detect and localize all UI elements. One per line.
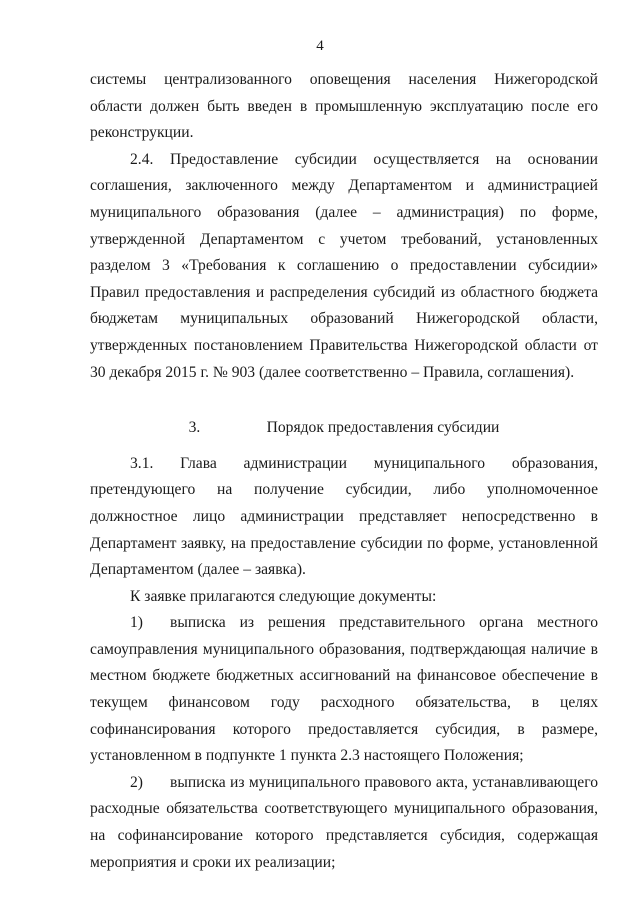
page-number: 4 xyxy=(316,38,324,54)
list-item-2 xyxy=(90,770,598,876)
paragraph-3-1: 3.1. Глава администрации муниципального образования, претендующего на получение субсидии, либо уполномоченное должностное лицо администрации представляет непосредственно в Департамент заявку, на предоставление субсидии по форме, установленной Департаментом (далее – заявка). xyxy=(90,454,598,579)
document-body xyxy=(90,67,598,876)
list-item-1-number: 1) xyxy=(130,614,143,632)
list-item-2-text: выписка из муниципального правового акта, устанавливающего расходные обязательства соответствующего муниципального образования, на софинансирование которого представляется субсидия, содержащая мероприятия и сроки их реализации; xyxy=(90,773,598,871)
spacer xyxy=(90,386,598,404)
list-item-1-text: выписка из решения представительного органа местного самоуправления муниципального образования, подтверждающая наличие в местном бюджете бюджетных ассигнований на финансовое обеспечение в текущем финансовом году расходного обязательства, в целях софинансирования которого предоставляется субсидия, в размере, установленном в подпункте 1 пункта 2.3 настоящего Положения; xyxy=(90,614,598,765)
paragraph-continuation: системы централизованного оповещения населения Нижегородской области должен быть введен в промышленную эксплуатацию после его реконструкции. xyxy=(90,71,598,142)
list-item-1 xyxy=(90,610,598,770)
section-title: Порядок предоставления субсидии xyxy=(266,419,500,437)
paragraph-2-4: 2.4. Предоставление субсидии осуществляется на основании соглашения, заключенного между Департаментом и администрацией муниципального образования (далее – администрация) по форме, утвержденной Департаментом с учетом требований, установленных разделом 3 «Требования к соглашению о предоставлении субсидии» Правил предоставления и распределения субсидий из областного бюджета бюджетам муниципальных образований Нижегородской области, утвержденных постановлением Правительства Нижегородской области от 30 декабря 2015 г. № 903 (далее соответственно – Правила, соглашения). xyxy=(90,150,598,381)
section-heading xyxy=(90,415,598,442)
list-item-2-number: 2) xyxy=(130,773,143,791)
section-number: 3. xyxy=(188,419,201,437)
paragraph-attachments-intro: К заявке прилагаются следующие документы: xyxy=(130,587,437,605)
